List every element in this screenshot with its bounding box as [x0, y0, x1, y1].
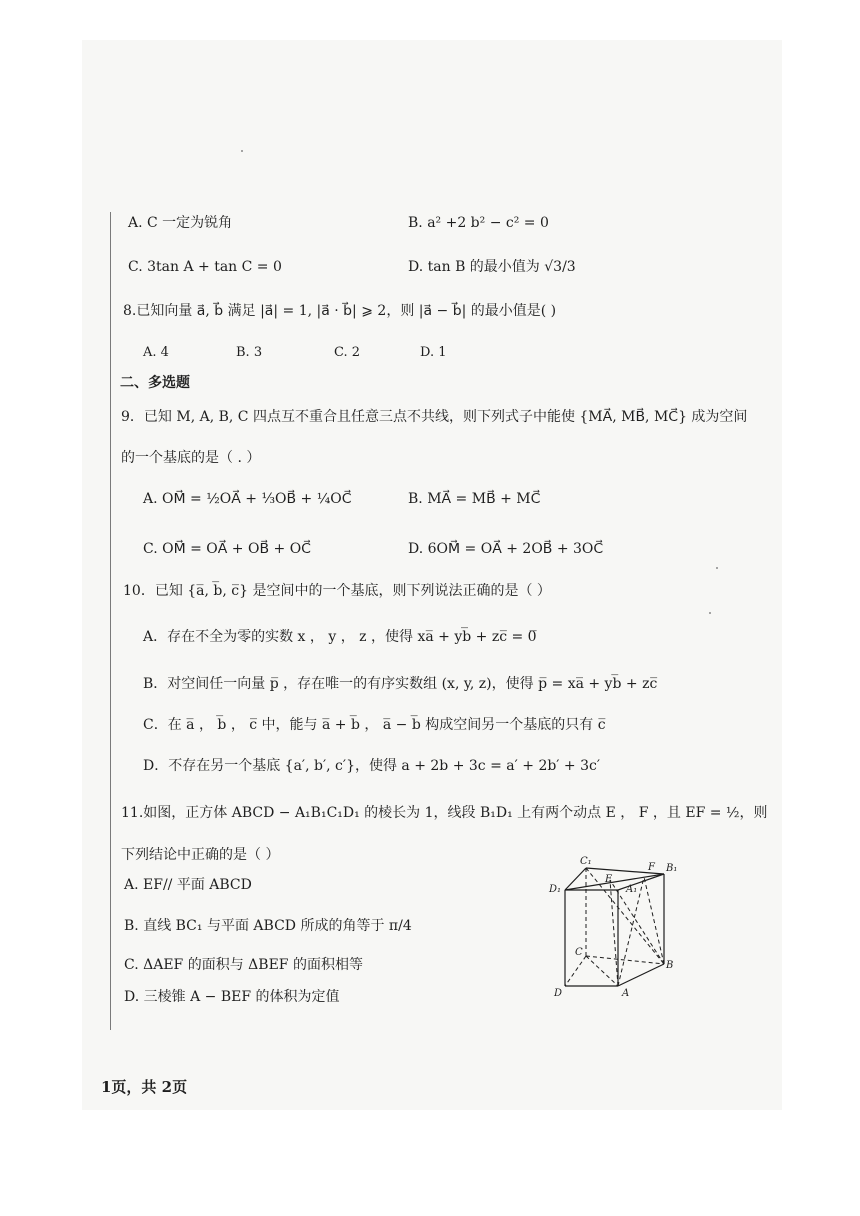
section-heading-multi-choice: 二、多选题 [120, 375, 190, 391]
label-b: B [666, 960, 674, 971]
q10-option-a: A．存在不全为零的实数 x ， y ， z ，使得 xa̅ + yb̅ + zc̅ = 0̅ [143, 629, 537, 645]
q8-option-d: D. 1 [420, 345, 447, 360]
q8-option-b: B. 3 [236, 345, 263, 360]
q9-option-d: D. 6OM⃗ = OA⃗ + 2OB⃗ + 3OC⃗ [408, 541, 604, 557]
q9-stem-line1: 9．已知 M, A, B, C 四点互不重合且任意三点不共线，则下列式子中能使 {MA⃗, MB⃗, MC⃗} 成为空间 [121, 409, 748, 425]
q10-option-c: C．在 a̅ ， b̅ ， c̅ 中，能与 a̅ + b̅ ， a̅ − b̅ 构成空间另一个基底的只有 c̅ [143, 717, 606, 733]
q9-option-a: A. OM⃗ = ½OA⃗ + ⅓OB⃗ + ¼OC⃗ [143, 491, 352, 507]
q9-stem-line2: 的一个基底的是（ . ） [121, 450, 261, 466]
segment-a-e [610, 880, 618, 986]
q11-option-b: B. 直线 BC₁ 与平面 ABCD 所成的角等于 π/4 [124, 918, 412, 934]
speck [241, 150, 243, 152]
binding-margin-line [110, 212, 111, 1030]
label-c1: C₁ [580, 856, 592, 867]
q7-option-a: A. C 一定为锐角 [128, 215, 233, 231]
q8-stem: 8.已知向量 a⃗, b⃗ 满足 |a⃗| = 1, |a⃗ · b⃗| ⩾ 2，则 |a⃗ − b⃗| 的最小值是( ) [123, 303, 557, 319]
speck [716, 567, 718, 569]
label-d1: D₁ [549, 884, 562, 895]
q11-stem-line1: 11.如图，正方体 ABCD − A₁B₁C₁D₁ 的棱长为 1，线段 B₁D₁ 上有两个动点 E ， F ，且 EF = ½，则 [121, 805, 768, 821]
q11-option-c: C. ΔAEF 的面积与 ΔBEF 的面积相等 [124, 957, 363, 973]
q11-option-a: A. EF// 平面 ABCD [124, 877, 252, 893]
label-d: D [554, 988, 563, 999]
q7-option-b: B. a² +2 b² − c² = 0 [408, 215, 549, 231]
q8-option-c: C. 2 [334, 345, 361, 360]
cube-figure [548, 852, 688, 1004]
label-a1: A₁ [626, 884, 638, 895]
q10-option-d: D．不存在另一个基底 {a′, b′, c′}，使得 a + 2b + 3c = a′ + 2b′ + 3c′ [143, 758, 601, 774]
speck [709, 612, 711, 614]
q9-option-c: C. OM⃗ = OA⃗ + OB⃗ + OC⃗ [143, 541, 311, 557]
q9-option-b: B. MA⃗ = MB⃗ + MC⃗ [408, 491, 541, 507]
page-footer: 1页，共 2页 [101, 1078, 188, 1096]
label-e: E [605, 874, 613, 885]
q7-option-c: C. 3tan A + tan C = 0 [128, 259, 282, 275]
q10-stem: 10．已知 {a̅, b̅, c̅} 是空间中的一个基底，则下列说法正确的是（ ） [123, 583, 551, 599]
hidden-diagonal-c-a [586, 956, 618, 986]
edge-a-b [618, 964, 664, 986]
q10-option-b: B．对空间任一向量 p̅ ，存在唯一的有序实数组 (x, y, z)，使得 p̅ = xa̅ + yb̅ + zc̅ [143, 676, 658, 692]
label-f: F [648, 862, 655, 873]
label-a: A [622, 988, 630, 999]
label-b1: B₁ [666, 863, 678, 874]
label-c: C [575, 947, 583, 958]
segment-c1-b [586, 868, 664, 964]
q8-option-a: A. 4 [143, 345, 169, 360]
hidden-edge-c-d [565, 956, 586, 986]
q11-option-d: D. 三棱锥 A − BEF 的体积为定值 [124, 989, 340, 1005]
q7-option-d: D. tan B 的最小值为 √3/3 [408, 259, 576, 275]
q11-stem-line2: 下列结论中正确的是（ ） [121, 847, 280, 863]
